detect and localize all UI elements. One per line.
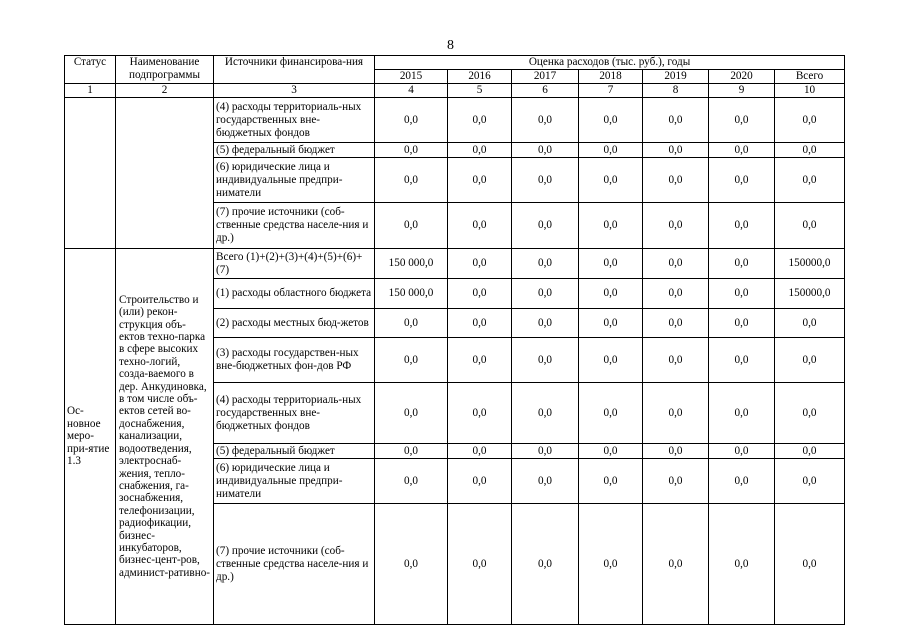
value-cell: 150 000,0 xyxy=(375,279,448,309)
value-cell: 0,0 xyxy=(375,504,448,625)
year-header: 2020 xyxy=(709,70,775,84)
value-cell: 0,0 xyxy=(709,383,775,444)
value-cell: 0,0 xyxy=(512,444,579,459)
value-cell: 0,0 xyxy=(579,98,643,143)
total-header: Всего xyxy=(775,70,845,84)
value-cell: 0,0 xyxy=(375,309,448,338)
value-cell: 0,0 xyxy=(579,504,643,625)
value-cell: 0,0 xyxy=(579,444,643,459)
source-cell: (3) расходы государствен-ных вне-бюджетных фон-дов РФ xyxy=(214,338,375,383)
header-estimate: Оценка расходов (тыс. руб.), годы xyxy=(375,56,845,70)
status-cell: Ос-новное меро-при-ятие 1.3 xyxy=(65,249,116,625)
value-cell: 0,0 xyxy=(448,249,512,279)
value-cell: 0,0 xyxy=(709,203,775,249)
value-cell: 0,0 xyxy=(775,338,845,383)
value-cell: 0,0 xyxy=(448,338,512,383)
value-cell: 0,0 xyxy=(375,444,448,459)
column-number: 10 xyxy=(775,84,845,98)
page-number: 8 xyxy=(447,38,454,53)
value-cell: 0,0 xyxy=(512,309,579,338)
value-cell: 0,0 xyxy=(448,143,512,158)
value-cell: 0,0 xyxy=(775,383,845,444)
source-cell: (6) юридические лица и индивидуальные предпри-ниматели xyxy=(214,459,375,504)
value-cell: 0,0 xyxy=(579,203,643,249)
value-cell: 0,0 xyxy=(643,309,709,338)
year-header: 2016 xyxy=(448,70,512,84)
value-cell: 0,0 xyxy=(375,98,448,143)
value-cell: 0,0 xyxy=(579,143,643,158)
value-cell: 0,0 xyxy=(643,459,709,504)
value-cell: 0,0 xyxy=(775,309,845,338)
value-cell: 0,0 xyxy=(512,279,579,309)
value-cell: 0,0 xyxy=(375,143,448,158)
value-cell: 0,0 xyxy=(709,249,775,279)
value-cell: 0,0 xyxy=(448,158,512,203)
source-cell: Всего (1)+(2)+(3)+(4)+(5)+(6)+(7) xyxy=(214,249,375,279)
name-cell-empty xyxy=(116,98,214,249)
table-row xyxy=(65,98,845,143)
value-cell: 0,0 xyxy=(643,279,709,309)
value-cell: 0,0 xyxy=(643,444,709,459)
column-number: 3 xyxy=(214,84,375,98)
value-cell: 0,0 xyxy=(709,444,775,459)
column-number: 2 xyxy=(116,84,214,98)
value-cell: 0,0 xyxy=(448,504,512,625)
value-cell: 0,0 xyxy=(775,143,845,158)
column-number: 4 xyxy=(375,84,448,98)
year-header: 2015 xyxy=(375,70,448,84)
year-header: 2019 xyxy=(643,70,709,84)
value-cell: 0,0 xyxy=(709,279,775,309)
header-name: Наименование подпрограммы xyxy=(116,56,214,84)
value-cell: 0,0 xyxy=(375,338,448,383)
value-cell: 0,0 xyxy=(375,203,448,249)
value-cell: 0,0 xyxy=(512,504,579,625)
value-cell: 0,0 xyxy=(643,249,709,279)
value-cell: 0,0 xyxy=(448,279,512,309)
value-cell: 0,0 xyxy=(579,279,643,309)
value-cell: 0,0 xyxy=(643,504,709,625)
value-cell: 0,0 xyxy=(709,98,775,143)
value-cell: 0,0 xyxy=(709,504,775,625)
column-number: 6 xyxy=(512,84,579,98)
value-cell: 0,0 xyxy=(643,383,709,444)
value-cell: 0,0 xyxy=(579,158,643,203)
subprogram-name-cell: Строительство и (или) рекон-струкция объ-ектов техно-парка в сфере высоких техно-логий, созда-ваемого в дер. Анкудиновка, в том числе объ-ектов сетей во-доснабжения, канализации, водоотведения, электроснаб-жения, тепло-снабжения, га-зоснабжения, телефонизации, радиофикации, бизнес-инкубаторов, бизнес-цент-ров, админист-ративно- xyxy=(116,249,214,625)
value-cell: 0,0 xyxy=(512,203,579,249)
value-cell: 0,0 xyxy=(579,459,643,504)
finance-table xyxy=(64,55,845,625)
source-cell: (6) юридические лица и индивидуальные предпри-ниматели xyxy=(214,158,375,203)
value-cell: 0,0 xyxy=(643,338,709,383)
value-cell: 0,0 xyxy=(512,459,579,504)
source-cell: (4) расходы территориаль-ных государственных вне-бюджетных фондов xyxy=(214,98,375,143)
source-cell: (7) прочие источники (соб-ственные средства населе-ния и др.) xyxy=(214,504,375,625)
value-cell: 0,0 xyxy=(709,338,775,383)
value-cell: 0,0 xyxy=(579,383,643,444)
header-sources: Источники финансирова-ния xyxy=(214,56,375,84)
column-number: 1 xyxy=(65,84,116,98)
value-cell: 0,0 xyxy=(512,143,579,158)
source-cell: (4) расходы территориаль-ных государственных вне-бюджетных фондов xyxy=(214,383,375,444)
column-numbers-row xyxy=(65,84,845,98)
value-cell: 0,0 xyxy=(775,444,845,459)
source-cell: (5) федеральный бюджет xyxy=(214,143,375,158)
value-cell: 0,0 xyxy=(579,338,643,383)
value-cell: 0,0 xyxy=(709,309,775,338)
value-cell: 0,0 xyxy=(448,383,512,444)
value-cell: 0,0 xyxy=(512,383,579,444)
year-header: 2017 xyxy=(512,70,579,84)
value-cell: 0,0 xyxy=(709,459,775,504)
value-cell: 0,0 xyxy=(709,143,775,158)
column-number: 7 xyxy=(579,84,643,98)
value-cell: 150000,0 xyxy=(775,249,845,279)
source-cell: (7) прочие источники (соб-ственные средства населе-ния и др.) xyxy=(214,203,375,249)
column-number: 9 xyxy=(709,84,775,98)
value-cell: 0,0 xyxy=(448,203,512,249)
value-cell: 0,0 xyxy=(512,158,579,203)
source-cell: (1) расходы областного бюджета xyxy=(214,279,375,309)
value-cell: 0,0 xyxy=(643,98,709,143)
value-cell: 0,0 xyxy=(448,309,512,338)
value-cell: 0,0 xyxy=(448,98,512,143)
value-cell: 0,0 xyxy=(512,338,579,383)
value-cell: 0,0 xyxy=(448,459,512,504)
value-cell: 0,0 xyxy=(775,459,845,504)
value-cell: 150000,0 xyxy=(775,279,845,309)
column-number: 8 xyxy=(643,84,709,98)
value-cell: 0,0 xyxy=(775,98,845,143)
value-cell: 0,0 xyxy=(579,309,643,338)
value-cell: 0,0 xyxy=(512,249,579,279)
year-header: 2018 xyxy=(579,70,643,84)
value-cell: 0,0 xyxy=(775,504,845,625)
value-cell: 0,0 xyxy=(448,444,512,459)
value-cell: 0,0 xyxy=(375,383,448,444)
value-cell: 0,0 xyxy=(775,158,845,203)
value-cell: 0,0 xyxy=(512,98,579,143)
value-cell: 0,0 xyxy=(643,203,709,249)
value-cell: 0,0 xyxy=(375,158,448,203)
value-cell: 0,0 xyxy=(709,158,775,203)
value-cell: 0,0 xyxy=(579,249,643,279)
value-cell: 0,0 xyxy=(775,203,845,249)
source-cell: (2) расходы местных бюд-жетов xyxy=(214,309,375,338)
status-cell-empty xyxy=(65,98,116,249)
table-row xyxy=(65,249,845,279)
value-cell: 0,0 xyxy=(643,143,709,158)
value-cell: 0,0 xyxy=(643,158,709,203)
value-cell: 0,0 xyxy=(375,459,448,504)
source-cell: (5) федеральный бюджет xyxy=(214,444,375,459)
column-number: 5 xyxy=(448,84,512,98)
value-cell: 150 000,0 xyxy=(375,249,448,279)
header-status: Статус xyxy=(65,56,116,84)
